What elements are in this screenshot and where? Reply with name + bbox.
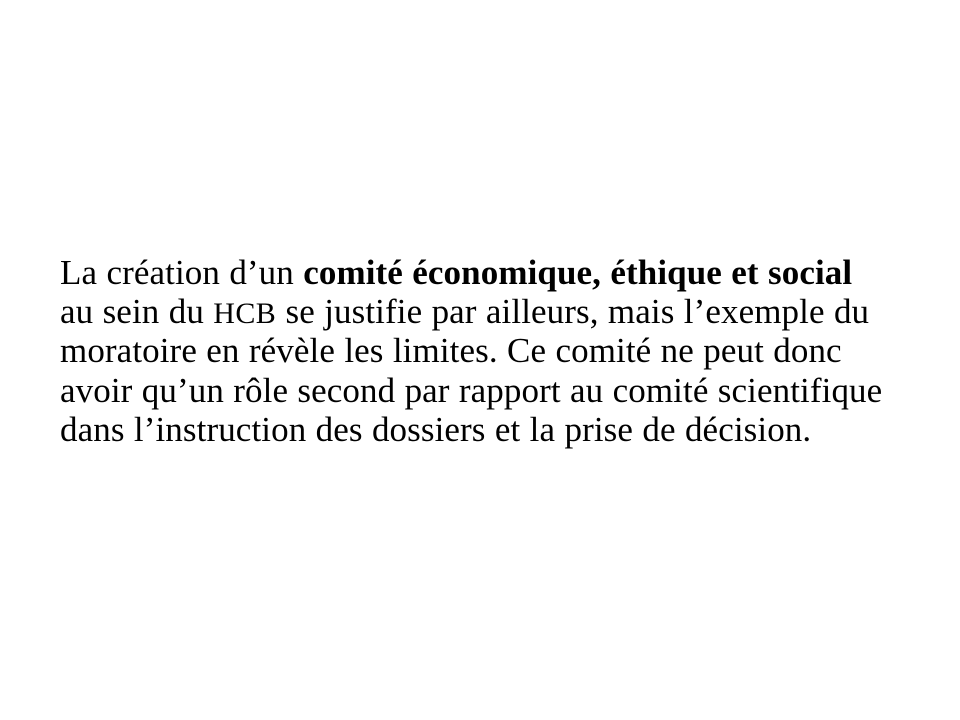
paragraph-lead-text: La création d’un: [60, 253, 304, 292]
paragraph-middle-text: au sein du: [60, 292, 214, 332]
body-paragraph: [60, 253, 890, 449]
body-text-block: [60, 218, 890, 484]
paragraph-rest-text: se justifie par ailleurs, mais l’exemple du moratoire en révèle les limites. Ce comité ne peut donc avoir qu’un rôle second par rapport au comité scientifique dans l’instruction des dossiers et la prise de décision.: [60, 292, 883, 449]
paragraph-acronym-hcb: HCB: [213, 297, 277, 331]
paragraph-bold-phrase: comité économique, éthique et social: [303, 253, 853, 292]
